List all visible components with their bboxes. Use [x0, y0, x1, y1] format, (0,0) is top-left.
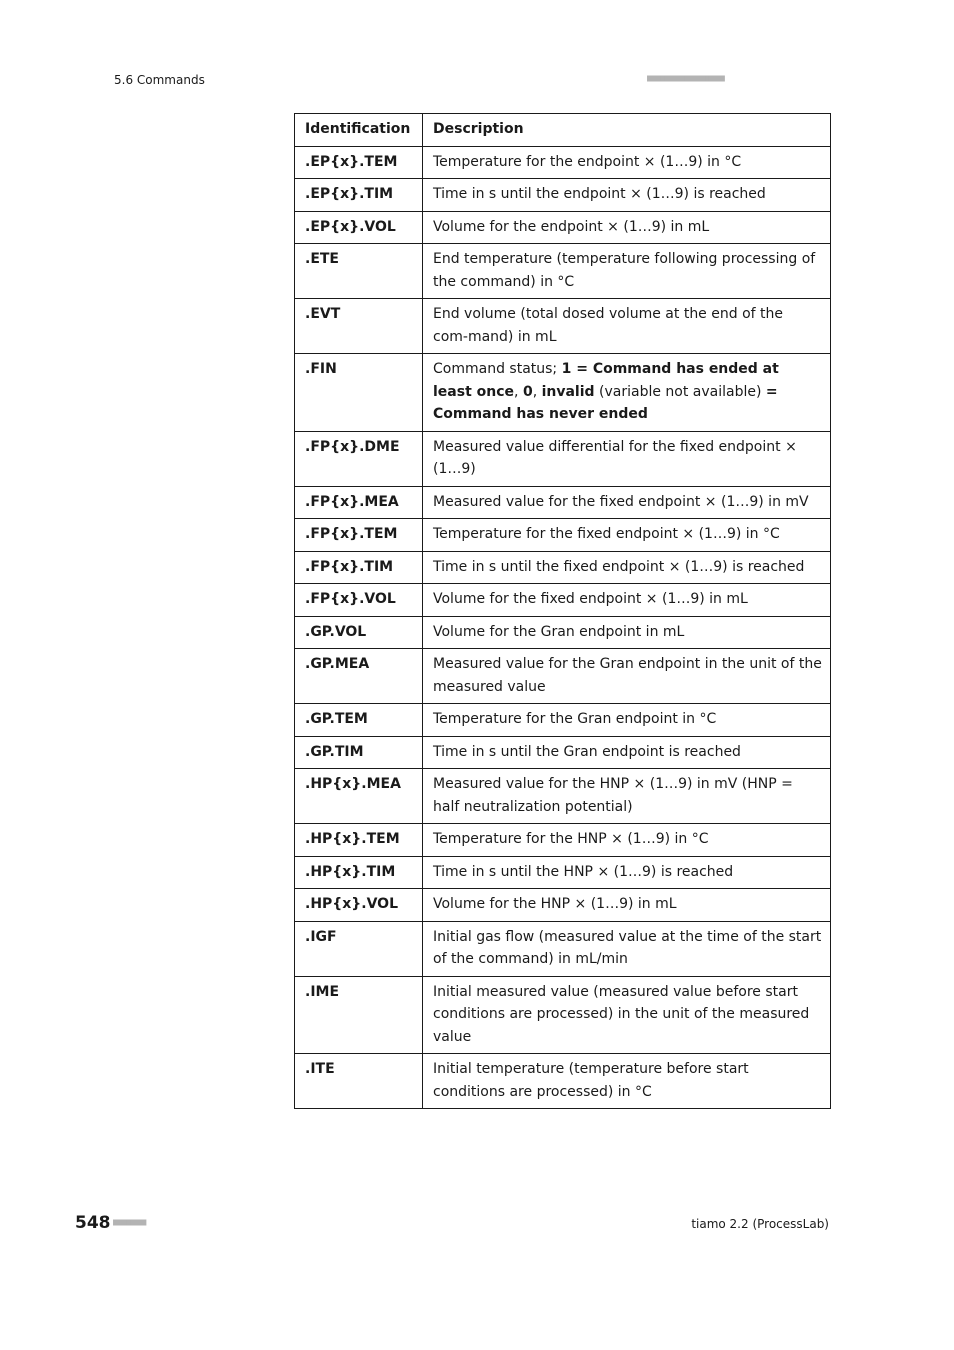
description-emphasis: 1 = Command has ended at least once [433, 361, 779, 400]
variable-description: Time in s until the Gran endpoint is reached [423, 736, 831, 769]
table-row [295, 486, 831, 519]
description-emphasis: 0 [522, 383, 533, 400]
variable-identification: .FP{x}.VOL [295, 584, 423, 617]
variable-identification: .ITE [295, 1054, 423, 1109]
variable-description: Time in s until the endpoint × (1…9) is reached [423, 179, 831, 212]
variable-description: Measured value differential for the fixed endpoint × (1…9) [423, 431, 831, 486]
variable-description: Volume for the fixed endpoint × (1…9) in mL [423, 584, 831, 617]
variable-description: Temperature for the endpoint × (1…9) in °C [423, 146, 831, 179]
table-row [295, 179, 831, 212]
table-row [295, 431, 831, 486]
variable-description: Temperature for the Gran endpoint in °C [423, 704, 831, 737]
variable-identification: .FP{x}.TIM [295, 551, 423, 584]
table-row [295, 649, 831, 704]
variable-identification: .EP{x}.TIM [295, 179, 423, 212]
variable-description: Measured value for the fixed endpoint × (1…9) in mV [423, 486, 831, 519]
variable-description: Time in s until the HNP × (1…9) is reached [423, 856, 831, 889]
variable-identification: .FIN [295, 354, 423, 432]
variable-identification: .FP{x}.MEA [295, 486, 423, 519]
variable-identification: .HP{x}.TIM [295, 856, 423, 889]
variable-identification: .GP.TIM [295, 736, 423, 769]
table-row [295, 616, 831, 649]
variable-description: Initial gas flow (measured value at the time of the start of the command) in mL/min [423, 921, 831, 976]
description-emphasis: invalid [541, 383, 595, 400]
table-row [295, 354, 831, 432]
product-name: tiamo 2.2 (ProcessLab) [691, 1217, 829, 1231]
description-text: Command status; [433, 361, 562, 377]
variable-identification: .HP{x}.VOL [295, 889, 423, 922]
variable-identification: .GP.VOL [295, 616, 423, 649]
variable-identification: .FP{x}.TEM [295, 519, 423, 552]
table-row [295, 769, 831, 824]
variable-description: End temperature (temperature following processing of the command) in °C [423, 244, 831, 299]
table-row [295, 519, 831, 552]
table-row [295, 856, 831, 889]
variable-description: Volume for the Gran endpoint in mL [423, 616, 831, 649]
table-row [295, 146, 831, 179]
variable-identification: .GP.TEM [295, 704, 423, 737]
variable-description: Measured value for the Gran endpoint in the unit of the measured value [423, 649, 831, 704]
table-row [295, 889, 831, 922]
variable-identification: .EP{x}.TEM [295, 146, 423, 179]
variable-description: Initial temperature (temperature before start conditions are processed) in °C [423, 1054, 831, 1109]
variable-identification: .ETE [295, 244, 423, 299]
variables-table [294, 113, 831, 1109]
running-header-section: 5.6 Commands [114, 73, 205, 87]
variable-identification: .EVT [295, 299, 423, 354]
table-header-row [295, 114, 831, 147]
variable-identification: .FP{x}.DME [295, 431, 423, 486]
variable-description: Time in s until the fixed endpoint × (1…9) is reached [423, 551, 831, 584]
footer-decorative-dots: ■■■■■■■■■ [113, 1217, 144, 1228]
description-text: , [514, 383, 523, 400]
page-number: 548 [75, 1213, 111, 1233]
table-body [295, 146, 831, 1109]
table-row [295, 299, 831, 354]
variable-description: Temperature for the fixed endpoint × (1…9) in °C [423, 519, 831, 552]
table-row [295, 551, 831, 584]
variable-description: Volume for the endpoint × (1…9) in mL [423, 211, 831, 244]
description-emphasis: = Command has never ended [433, 383, 778, 422]
variable-identification: .IGF [295, 921, 423, 976]
table-row [295, 1054, 831, 1109]
variable-description: Temperature for the HNP × (1…9) in °C [423, 824, 831, 857]
table-row [295, 244, 831, 299]
description-text: (variable not available) [594, 383, 766, 400]
variable-description: Initial measured value (measured value before start conditions are processed) in the unit of the measured value [423, 976, 831, 1054]
table-row [295, 824, 831, 857]
description-text: , [532, 383, 542, 400]
column-header-description: Description [423, 114, 831, 147]
column-header-identification: Identification [295, 114, 423, 147]
table-row [295, 736, 831, 769]
variable-description: Measured value for the HNP × (1…9) in mV (HNP = half neutralization potential) [423, 769, 831, 824]
table-row [295, 584, 831, 617]
variables-table-container [294, 113, 830, 1109]
variable-identification: .GP.MEA [295, 649, 423, 704]
header-decorative-dots: ■■■■■■■■■■■■■■■■■■■■■■ [647, 73, 723, 84]
variable-identification: .IME [295, 976, 423, 1054]
table-row [295, 976, 831, 1054]
variable-identification: .EP{x}.VOL [295, 211, 423, 244]
table-row [295, 921, 831, 976]
table-row [295, 211, 831, 244]
variable-identification: .HP{x}.MEA [295, 769, 423, 824]
variable-description: Volume for the HNP × (1…9) in mL [423, 889, 831, 922]
variable-identification: .HP{x}.TEM [295, 824, 423, 857]
table-row [295, 704, 831, 737]
variable-description: End volume (total dosed volume at the end of the com-mand) in mL [423, 299, 831, 354]
variable-description [423, 354, 831, 432]
